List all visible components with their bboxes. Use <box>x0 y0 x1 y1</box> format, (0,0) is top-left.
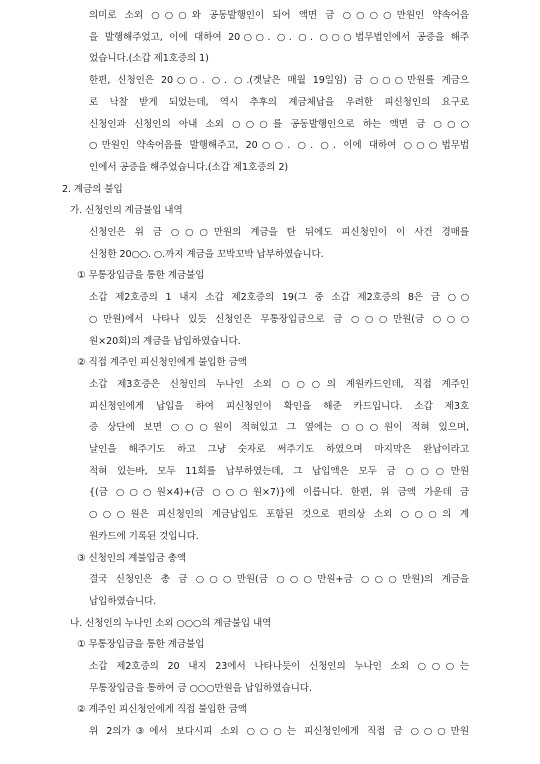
body-text-line: 로 낙찰 받게 되었는데, 역시 추후의 계금체납을 우려한 피신청인의 요구로 <box>89 96 469 108</box>
body-text-line: ○만원)에서 나타나 있듯 신청인은 무통장입금으로 금 ○○○만원(금 ○○○ <box>89 313 469 325</box>
body-text-line: 을 발행해주었고, 이에 대하여 20○○. ○. ○. ○○○법무법인에서 공증을 해주 <box>89 31 469 43</box>
body-text-line: 무통장입금을 통하여 금 ○○○만원을 납입하였습니다. <box>89 682 312 694</box>
body-text-line: 적혀 있는바, 모두 11회를 납부하였는데, 그 납입액은 모두 금 ○○○만원 <box>89 465 469 477</box>
body-text-line: 피신청인에게 납입을 하여 피신청인이 확인을 해준 카드입니다. 소갑 제3호 <box>89 400 469 412</box>
body-text-line: 위 2의가③에서 보다시피 소외 ○○○는 피신청인에게 직접 금 ○○○만원 <box>89 726 469 738</box>
body-text-line: ○○○원은 피신청인의 계금납입도 포함된 것으로 편의상 소외 ○○○의 계 <box>89 509 469 521</box>
body-text-line: 었습니다.(소갑 제1호증의 1) <box>89 53 209 65</box>
body-text-line: 의미로 소외 ○○○와 공동발행인이 되어 액면 금 ○○○○만원인 약속어음 <box>89 10 469 21</box>
body-text-line: 증 상단에 보면 ○○○원이 적혀있고 그 옆에는 ○○○원이 적혀 있으며, <box>89 422 469 434</box>
body-text-line: 한편, 신청인은 20○○. ○. ○.(곗날은 매월 19일임) 금 ○○○만원를 계금으 <box>89 75 469 87</box>
body-text-line: 신청인과 신청인의 아내 소외 ○○○를 공동발행인으로 하는 액면 금 ○○○ <box>89 118 469 130</box>
body-text-line: 신청인은 위 금 ○○○만원의 계금을 탄 뒤에도 피신청인이 이 사건 경매를 <box>89 227 469 238</box>
subsection-heading: 나. 신청인의 누나인 소외 ○○○의 계금불입 내역 <box>70 617 272 629</box>
body-text-line: 소갑 제2호증의 20 내지 23에서 나타나듯이 신청인의 누나인 소외 ○○○는 <box>89 661 469 672</box>
body-text-line: 원카드에 기록된 것입니다. <box>89 530 199 542</box>
body-text-line: 원×20회)의 계금을 납입하였습니다. <box>89 335 241 347</box>
list-item-heading: ③ 신청인의 계불입금 총액 <box>77 552 187 564</box>
subsection-heading: 가. 신청인의 계금불입 내역 <box>70 205 183 217</box>
list-item-heading: ① 무통장입금을 통한 계금불입 <box>77 639 205 651</box>
body-text-line: 소갑 제3호증은 신청인의 누나인 소외 ○○○의 계원카드인데, 직접 계주인 <box>89 378 469 390</box>
body-text-line: 소갑 제2호증의 1 내지 소갑 제2호증의 19(그 중 소갑 제2호증의 8은 금 ○○ <box>89 292 469 304</box>
list-item-heading: ① 무통장입금을 통한 계금불입 <box>77 270 205 282</box>
body-text-line: 인에서 공증을 해주었습니다.(소갑 제1호증의 2) <box>89 161 289 173</box>
list-item-heading: ② 직접 계주인 피신청인에게 불입한 금액 <box>77 357 247 369</box>
body-text-line: 신청한 20○○. ○.까지 계금을 꼬박꼬박 납부하였습니다. <box>89 248 324 260</box>
body-text-line: 결국 신청인은 총 금 ○○○만원(금 ○○○만원+금 ○○○만원)의 계금을 <box>89 574 469 586</box>
body-text-line: {(금 ○○○원×4)+(금 ○○○원×7)}에 이릅니다. 한편, 위 금액 가운데 금 <box>89 487 469 499</box>
list-item-heading: ② 계주인 피신청인에게 직접 불입한 금액 <box>77 704 247 716</box>
body-text-line: 날인을 해주기도 하고 그냥 숫자로 써주기도 하였으며 마지막은 완납이라고 <box>89 444 469 455</box>
section-heading: 2. 계금의 불입 <box>62 183 123 195</box>
body-text-line: 납입하였습니다. <box>89 595 157 607</box>
body-text-line: ○만원인 약속어음를 발행해주고, 20○○. ○. ○. 이에 대하여 ○○○법무법 <box>89 140 469 152</box>
